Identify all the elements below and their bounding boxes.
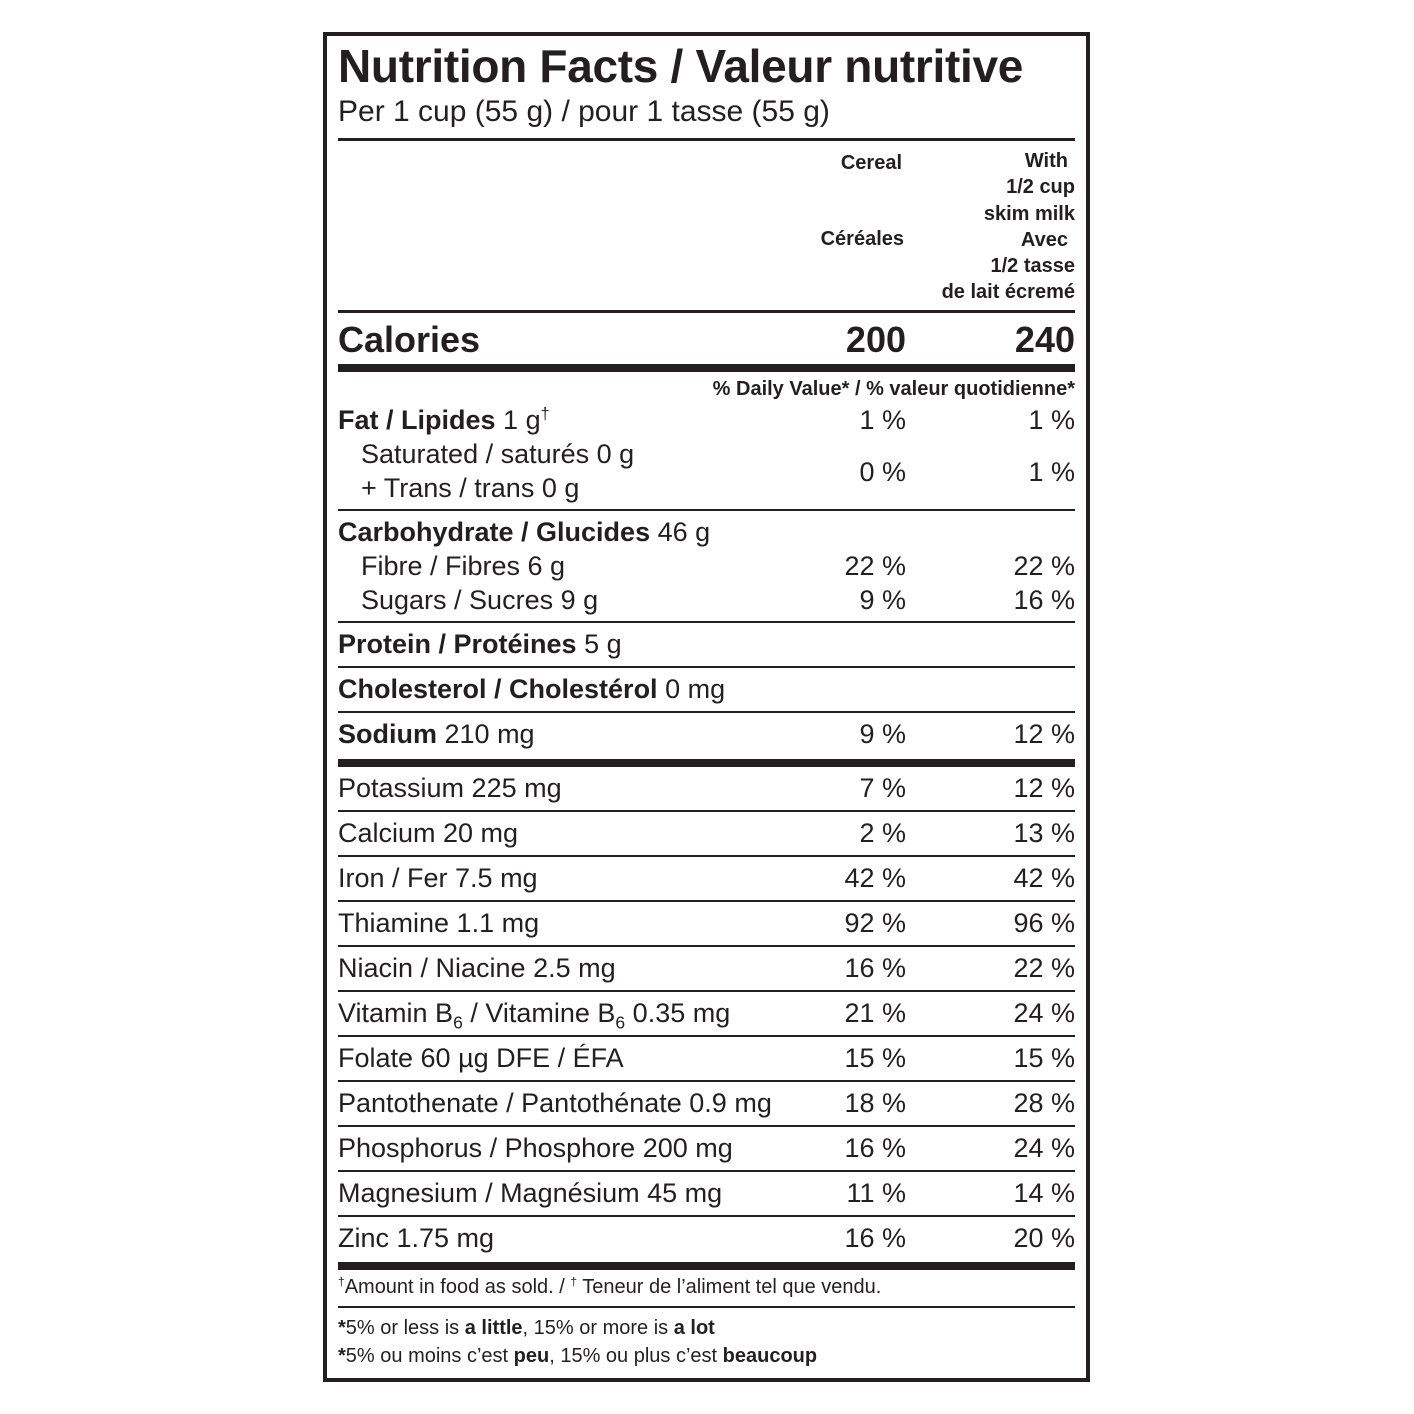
nutrient-with-milk-dv: 20 % bbox=[1013, 1223, 1075, 1253]
nutrient-cereal-dv: 7 % bbox=[859, 773, 906, 803]
divider bbox=[338, 1215, 1075, 1217]
fat-row bbox=[338, 404, 1075, 438]
fat-label: Fat / Lipides bbox=[338, 405, 496, 435]
divider bbox=[338, 810, 1075, 812]
divider bbox=[338, 509, 1075, 511]
nutrient-row bbox=[338, 772, 1075, 806]
nutrient-with-milk-dv: 24 % bbox=[1013, 998, 1075, 1028]
nutrient-with-milk-dv: 15 % bbox=[1013, 1043, 1075, 1073]
sodium-with-milk: 12 % bbox=[1013, 719, 1075, 749]
nutrient-cereal-dv: 16 % bbox=[844, 953, 906, 983]
footnote-dagger: † bbox=[338, 1274, 345, 1289]
col1-en: Cereal bbox=[840, 152, 902, 174]
footnote-en-c: , 15% or more is bbox=[522, 1317, 674, 1339]
sodium-label: Sodium bbox=[338, 719, 437, 749]
nutrient-cereal-dv: 18 % bbox=[844, 1088, 906, 1118]
serving-size: Per 1 cup (55 g) / pour 1 tasse (55 g) bbox=[338, 95, 830, 128]
divider bbox=[338, 1306, 1075, 1308]
carb-label: Carbohydrate / Glucides bbox=[338, 517, 651, 547]
nutrient-with-milk-dv: 24 % bbox=[1013, 1133, 1075, 1163]
nutrient-label: Niacin / Niacine 2.5 mg bbox=[338, 953, 616, 983]
nutrient-row bbox=[338, 1132, 1075, 1166]
protein-label: Protein / Protéines bbox=[338, 629, 577, 659]
nutrient-label: Zinc 1.75 mg bbox=[338, 1223, 495, 1253]
fat-dagger: † bbox=[540, 405, 550, 423]
nutrient-cereal-dv: 21 % bbox=[844, 998, 906, 1028]
divider bbox=[338, 621, 1075, 623]
nutrient-row bbox=[338, 817, 1075, 851]
protein-amount: 5 g bbox=[584, 629, 622, 659]
header-divider bbox=[338, 138, 1075, 141]
sat-trans-row bbox=[338, 438, 1075, 506]
nutrient-cereal-dv: 92 % bbox=[844, 908, 906, 938]
footnote-en-lot: a lot bbox=[673, 1317, 715, 1339]
nutrient-label: Iron / Fer 7.5 mg bbox=[338, 863, 538, 893]
footnote-daily-value-en bbox=[338, 1314, 1075, 1342]
nutrient-cereal-dv: 15 % bbox=[844, 1043, 906, 1073]
divider bbox=[338, 1170, 1075, 1172]
divider bbox=[338, 1035, 1075, 1037]
fat-with-milk: 1 % bbox=[1028, 405, 1075, 435]
footnote-star: * bbox=[338, 1317, 346, 1339]
col2-en-line1: With bbox=[1024, 150, 1068, 172]
nutrient-label: Magnesium / Magnésium 45 mg bbox=[338, 1178, 723, 1208]
nutrient-row bbox=[338, 952, 1075, 986]
nutrient-row bbox=[338, 1222, 1075, 1256]
nutrient-cereal-dv: 11 % bbox=[846, 1178, 906, 1208]
nutrient-with-milk-dv: 13 % bbox=[1013, 818, 1075, 848]
cholesterol-amount: 0 mg bbox=[665, 674, 726, 704]
col1-fr: Céréales bbox=[820, 228, 904, 250]
fibre-with-milk: 22 % bbox=[1013, 551, 1075, 581]
footnote-daily-value-fr bbox=[338, 1342, 1075, 1370]
footer-divider bbox=[338, 1262, 1075, 1270]
calories-with-milk: 240 bbox=[1014, 319, 1075, 360]
protein-row bbox=[338, 628, 1075, 662]
footnote-en-a: 5% or less is bbox=[345, 1317, 465, 1339]
nutrient-with-milk-dv: 42 % bbox=[1013, 863, 1075, 893]
footnote-fr-c: , 15% ou plus c’est bbox=[549, 1345, 723, 1367]
calories-label: Calories bbox=[338, 319, 481, 360]
nutrient-row bbox=[338, 997, 1075, 1031]
columns-divider bbox=[338, 310, 1075, 313]
sat-trans-with-milk: 1 % bbox=[1028, 457, 1075, 487]
divider bbox=[338, 711, 1075, 713]
nutrient-with-milk-dv: 96 % bbox=[1013, 908, 1075, 938]
cholesterol-label: Cholesterol / Cholestérol bbox=[338, 674, 658, 704]
nutrient-cereal-dv: 2 % bbox=[859, 818, 906, 848]
cholesterol-row bbox=[338, 673, 1075, 707]
col2-fr-line2: 1/2 tasse bbox=[990, 255, 1075, 278]
divider bbox=[338, 855, 1075, 857]
divider bbox=[338, 1125, 1075, 1127]
nutrient-label: Potassium 225 mg bbox=[338, 773, 562, 803]
sodium-divider bbox=[338, 759, 1075, 767]
nutrient-with-milk-dv: 12 % bbox=[1013, 773, 1075, 803]
carb-amount: 46 g bbox=[657, 517, 711, 547]
calories-cereal: 200 bbox=[845, 319, 906, 360]
footnote-en-little: a little bbox=[464, 1317, 523, 1339]
sodium-cereal: 9 % bbox=[859, 719, 906, 749]
footnote-star-fr: * bbox=[338, 1345, 346, 1367]
nutrient-row bbox=[338, 907, 1075, 941]
col2-en-line2: 1/2 cup bbox=[1006, 176, 1075, 199]
sugars-cereal: 9 % bbox=[859, 585, 906, 615]
footnote-fr-beaucoup: beaucoup bbox=[722, 1345, 818, 1367]
footnote-fr-a: 5% ou moins c’est bbox=[345, 1345, 514, 1367]
label-title: Nutrition Facts / Valeur nutritive bbox=[338, 40, 1024, 92]
footnote-amount-en: Amount in food as sold. / bbox=[344, 1276, 571, 1298]
fat-amount: 1 g bbox=[503, 405, 541, 435]
nutrient-label: Pantothenate / Pantothénate 0.9 mg bbox=[338, 1088, 772, 1118]
nutrient-cereal-dv: 16 % bbox=[844, 1133, 906, 1163]
nutrient-row bbox=[338, 1087, 1075, 1121]
nutrient-label: Vitamin $B_6$ / Vitamine $B_6$ 0.35 mg bbox=[338, 998, 731, 1033]
nutrient-label: Calcium 20 mg bbox=[338, 818, 519, 848]
fibre-cereal: 22 % bbox=[844, 551, 906, 581]
calories-divider bbox=[338, 364, 1075, 372]
fibre-row bbox=[338, 550, 1075, 584]
divider bbox=[338, 1080, 1075, 1082]
col2-fr-line1: Avec bbox=[1020, 228, 1068, 251]
sodium-row bbox=[338, 718, 1075, 752]
fat-cereal: 1 % bbox=[859, 405, 906, 435]
sat-trans-cereal: 0 % bbox=[859, 457, 906, 487]
nutrient-cereal-dv: 42 % bbox=[844, 863, 906, 893]
nutrient-with-milk-dv: 28 % bbox=[1013, 1088, 1075, 1118]
footnote-dagger-fr: † bbox=[570, 1274, 578, 1289]
divider bbox=[338, 666, 1075, 668]
footnote-amount-fr: Teneur de l’aliment tel que vendu. bbox=[577, 1276, 882, 1298]
divider bbox=[338, 945, 1075, 947]
trans-label: + Trans / trans 0 g bbox=[361, 473, 580, 503]
daily-value-header: % Daily Value* / % valeur quotidienne* bbox=[712, 378, 1075, 400]
calories-row bbox=[338, 318, 1075, 362]
footnote-amount bbox=[338, 1274, 1075, 1300]
saturated-label: Saturated / saturés 0 g bbox=[361, 439, 635, 469]
nutrient-cereal-dv: 16 % bbox=[844, 1223, 906, 1253]
sugars-with-milk: 16 % bbox=[1013, 585, 1075, 615]
column-header-with-milk bbox=[942, 148, 1075, 306]
nutrient-row bbox=[338, 1042, 1075, 1076]
col2-en-line3: skim milk bbox=[983, 202, 1075, 225]
nutrient-with-milk-dv: 14 % bbox=[1013, 1178, 1075, 1208]
fibre-label: Fibre / Fibres 6 g bbox=[361, 551, 566, 581]
sugars-row bbox=[338, 584, 1075, 618]
nutrient-label: Phosphorus / Phosphore 200 mg bbox=[338, 1133, 733, 1163]
nutrient-label: Thiamine 1.1 mg bbox=[338, 908, 540, 938]
nutrient-with-milk-dv: 22 % bbox=[1013, 953, 1075, 983]
divider bbox=[338, 990, 1075, 992]
sugars-label: Sugars / Sucres 9 g bbox=[361, 585, 599, 615]
footnote-fr-peu: peu bbox=[513, 1345, 550, 1367]
nutrient-row bbox=[338, 862, 1075, 896]
nutrient-row bbox=[338, 1177, 1075, 1211]
nutrient-label: Folate 60 µg DFE / ÉFA bbox=[338, 1043, 624, 1073]
col2-fr-line3: de lait écremé bbox=[941, 281, 1075, 304]
carb-row bbox=[338, 516, 1075, 550]
sodium-amount: 210 mg bbox=[444, 719, 535, 749]
divider bbox=[338, 900, 1075, 902]
